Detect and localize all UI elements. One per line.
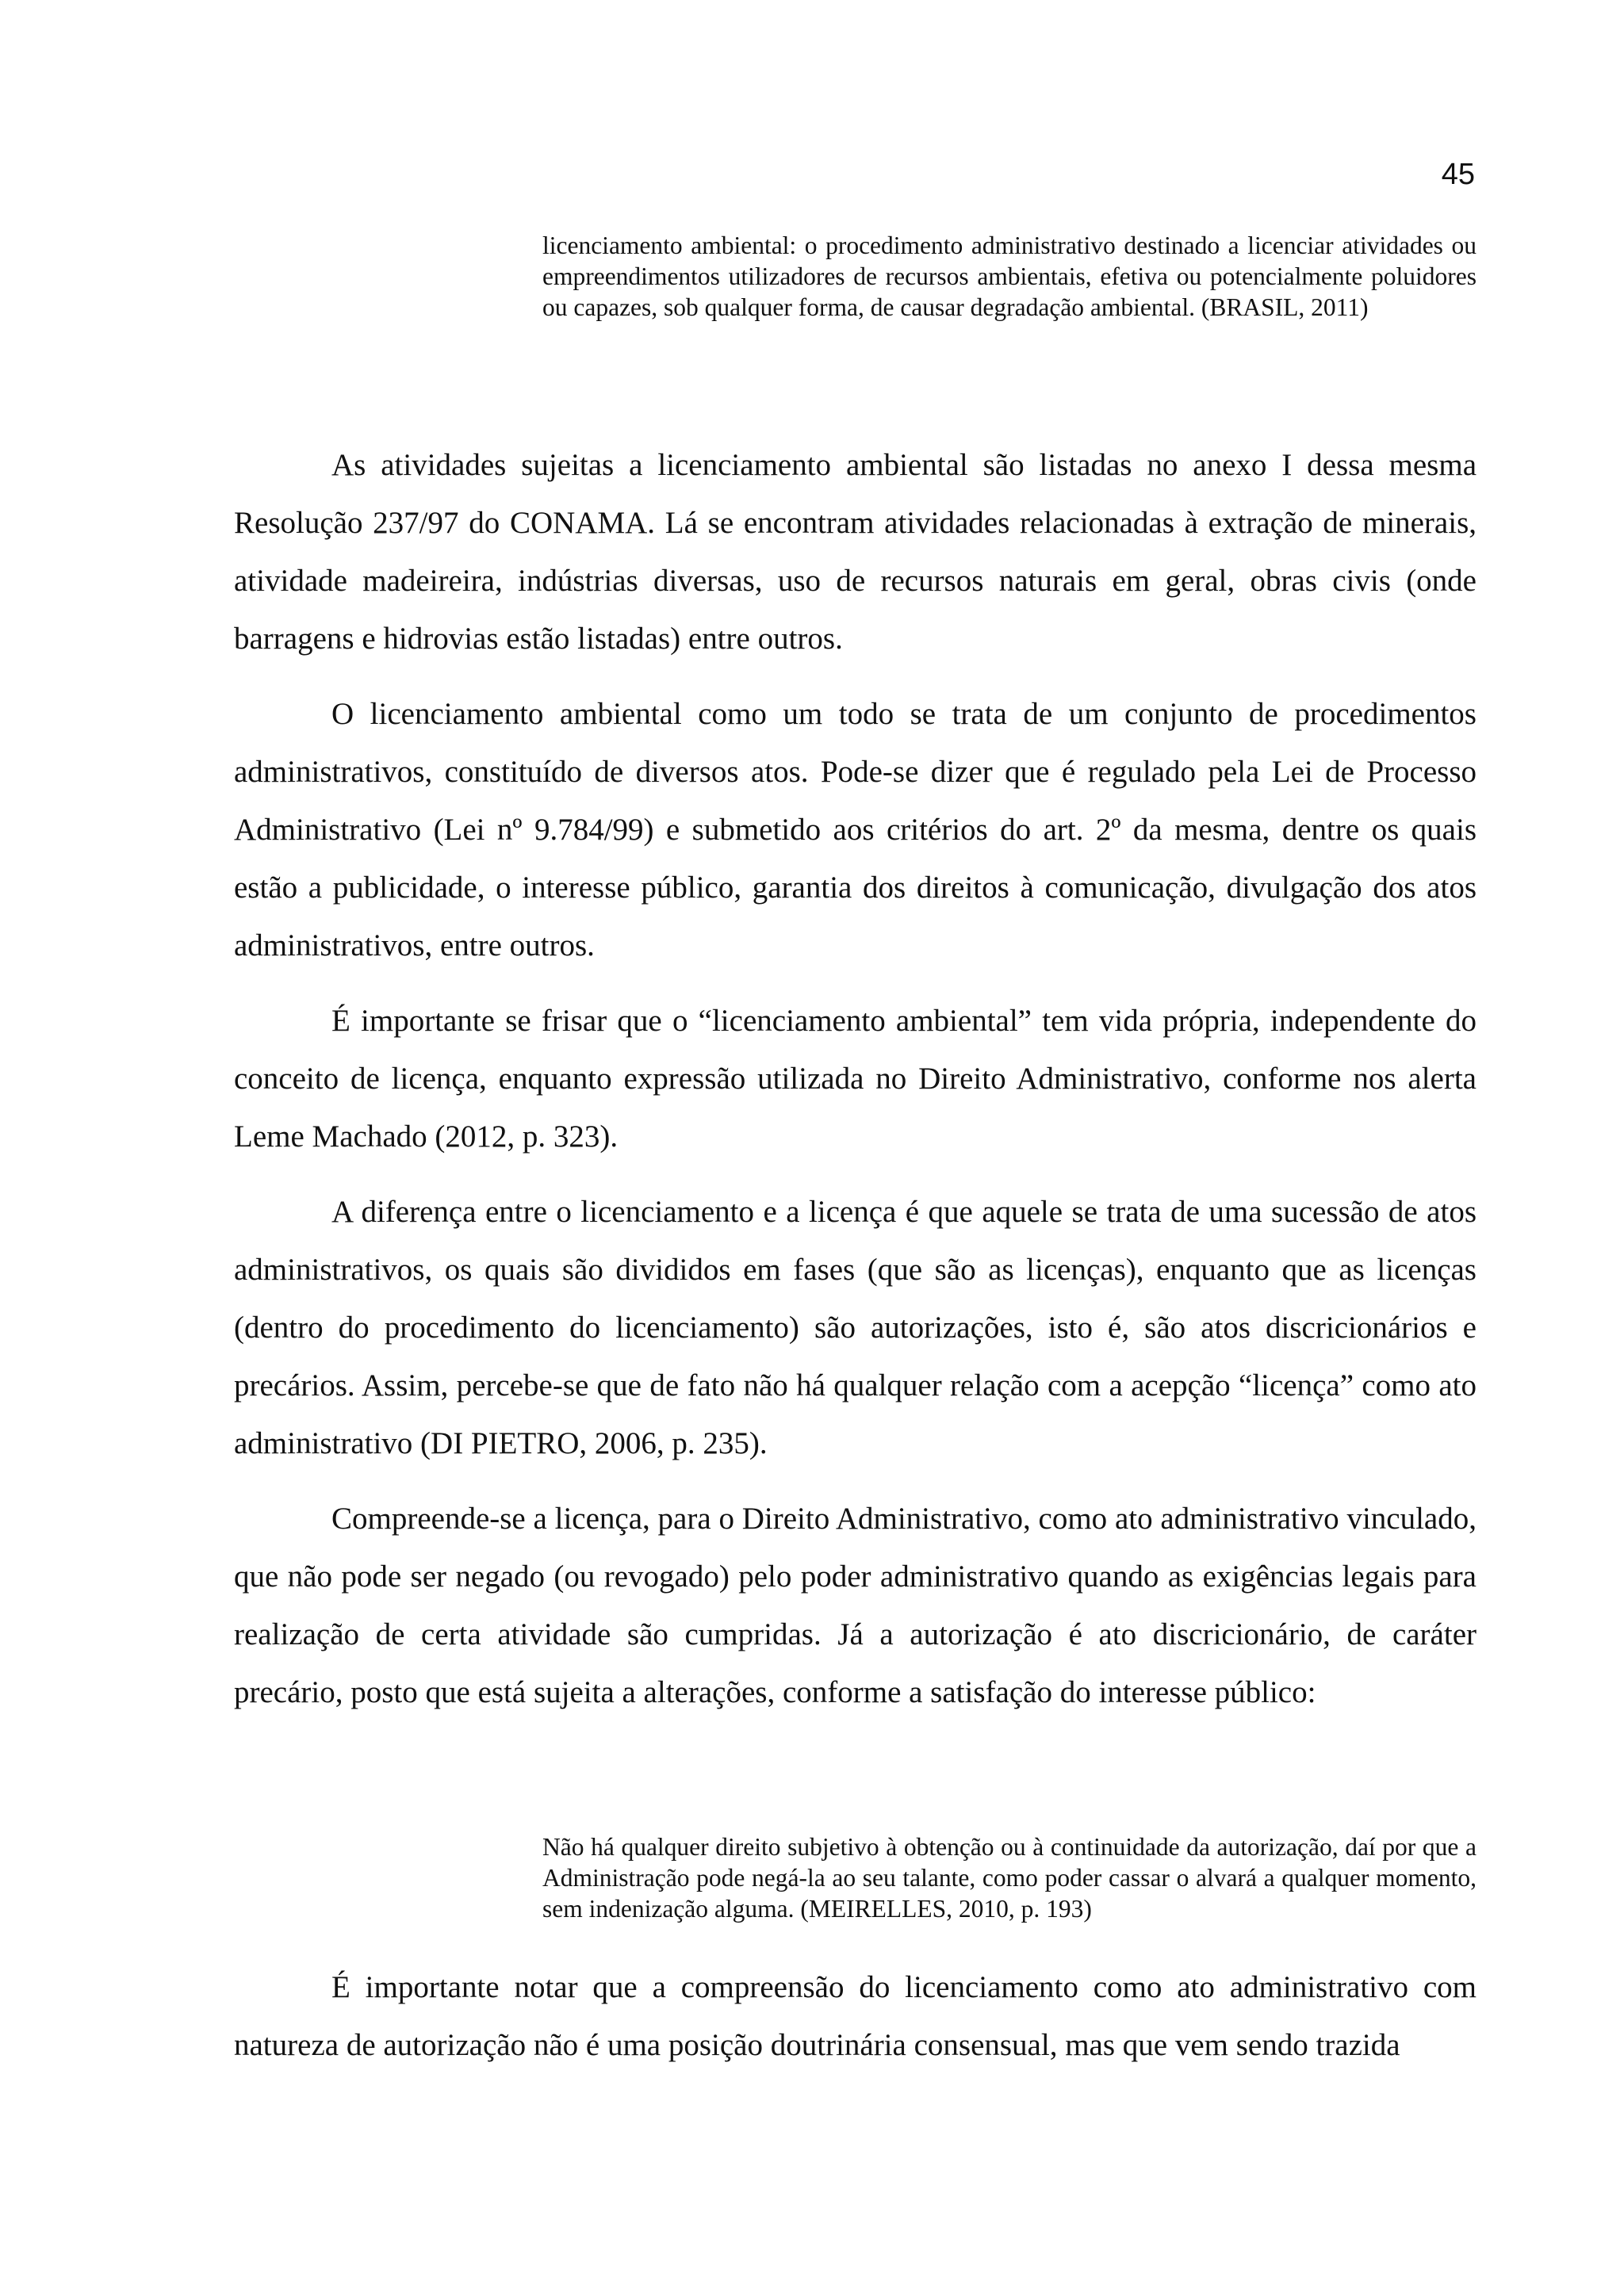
paragraph-diferenca-licenca: A diferença entre o licenciamento e a licença é que aquele se trata de uma sucessão de atos administrativos, os quais são divididos em fases (que são as licenças), enquanto que as licenças (dentro do procedimento do licenciamento) são autorizações, isto é, são atos discricionários e precários. Assim, percebe-se que de fato não há qualquer relação com a acepção “licença” como ato administrativo (DI PIETRO, 2006, p. 235).: [234, 1195, 1477, 1460]
paragraph-vida-propria: É importante se frisar que o “licenciamento ambiental” tem vida própria, independente do conceito de licença, enquanto expressão utilizada no Direito Administrativo, conforme nos alerta Leme Machado (2012, p. 323).: [234, 1004, 1477, 1154]
paragraph-compreende-licenca: Compreende-se a licença, para o Direito Administrativo, como ato administrativo vinculado, que não pode ser negado (ou revogado) pelo poder administrativo quando as exigências legais para realização de certa atividade são cumpridas. Já a autorização é ato discricionário, de caráter precário, posto que está sujeita a alterações, conforme a satisfação do interesse público:: [234, 1502, 1477, 1709]
paragraph-atividades-sujeitas: As atividades sujeitas a licenciamento ambiental são listadas no anexo I dessa mesma Resolução 237/97 do CONAMA. Lá se encontram atividades relacionadas à extração de minerais, atividade madeireira, indústrias diversas, uso de recursos naturais em geral, obras civis (onde barragens e hidrovias estão listadas) entre outros.: [234, 448, 1477, 656]
block-quote-brasil: licenciamento ambiental: o procedimento administrativo destinado a licenciar atividades ou empreendimentos utilizadores de recursos ambientais, efetiva ou potencialmente poluidores ou capazes, sob qualquer forma, de causar degradação ambiental. (BRASIL, 2011): [542, 232, 1477, 321]
body-text-section-continued: [234, 1958, 1477, 2074]
paragraph-licenciamento-conjunto: O licenciamento ambiental como um todo se trata de um conjunto de procedimentos administrativos, constituído de diversos atos. Pode-se dizer que é regulado pela Lei de Processo Administrativo (Lei nº 9.784/99) e submetido aos critérios do art. 2º da mesma, dentre os quais estão a publicidade, o interesse público, garantia dos direitos à comunicação, divulgação dos atos administrativos, entre outros.: [234, 697, 1477, 962]
body-text-section: [234, 436, 1477, 1721]
block-quote-meirelles: Não há qualquer direito subjetivo à obtenção ou à continuidade da autorização, daí por que a Administração pode negá-la ao seu talante, como poder cassar o alvará a qualquer momento, sem indenização alguma. (MEIRELLES, 2010, p. 193): [542, 1833, 1477, 1923]
paragraph-compreensao-licenciamento: É importante notar que a compreensão do licenciamento como ato administrativo com natureza de autorização não é uma posição doutrinária consensual, mas que vem sendo trazida: [234, 1970, 1477, 2062]
page-number: 45: [1441, 158, 1475, 191]
